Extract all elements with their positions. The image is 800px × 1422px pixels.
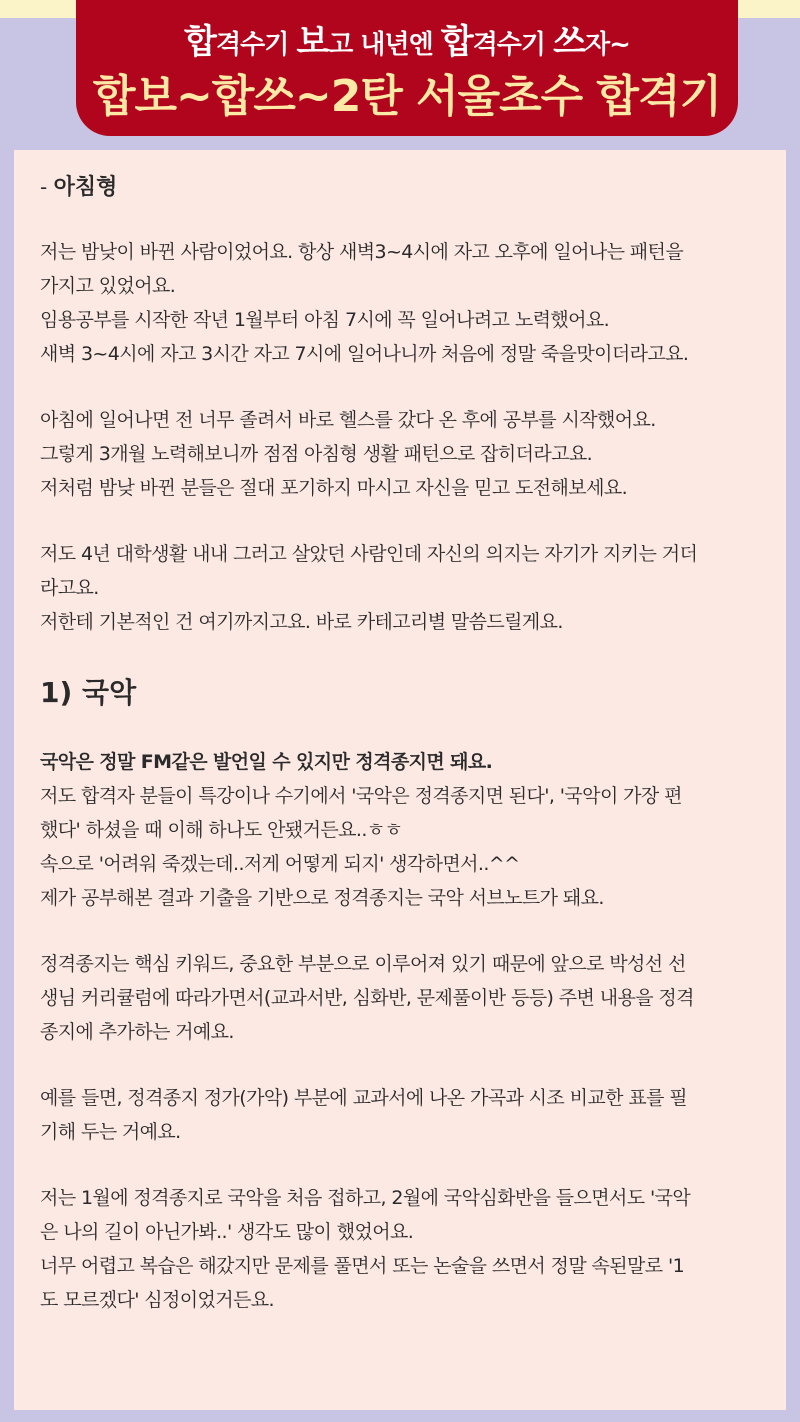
- paragraph: [40, 1081, 760, 1149]
- text-line: 그렇게 3개월 노력해보니까 점점 아침형 생활 패턴으로 잡히더라고요.: [40, 443, 593, 465]
- banner-subtitle-part: 고 내년엔: [328, 30, 441, 60]
- banner-title: 합보~합쓰~2탄 서울초수 합격기: [92, 71, 722, 122]
- paragraph: [40, 1181, 760, 1317]
- text-line: 예를 들면, 정격종지 정가(가악) 부분에 교과서에 나온 가곡과 시조 비교한 표를 필: [40, 1087, 688, 1109]
- banner-subtitle-part: 합: [440, 22, 473, 62]
- paragraph: [40, 947, 760, 1049]
- text-line: 제가 공부해본 결과 기출을 기반으로 정격종지는 국악 서브노트가 돼요.: [40, 887, 604, 909]
- banner-subtitle-part: 보: [296, 22, 329, 62]
- text-line: 기해 두는 거예요.: [40, 1121, 181, 1143]
- text-line: 종지에 추가하는 거예요.: [40, 1021, 234, 1043]
- paragraph: [40, 403, 760, 505]
- paragraph: [40, 745, 760, 915]
- text-line: 저는 1월에 정격종지로 국악을 처음 접하고, 2월에 국악심화반을 들으면서도 '국악: [40, 1187, 691, 1209]
- paragraph: [40, 537, 760, 639]
- heading-dash: -: [40, 175, 54, 199]
- banner-subtitle-part: 합: [184, 22, 216, 62]
- text-line: 저는 밤낮이 바뀐 사람이었어요. 항상 새벽3~4시에 자고 오후에 일어나는 패턴을: [40, 241, 684, 263]
- text-line: 저도 합격자 분들이 특강이나 수기에서 '국악은 정격종지면 된다', '국악이 가장 편: [40, 785, 682, 807]
- text-line: 속으로 '어려워 죽겠는데..저게 어떻게 되지' 생각하면서..^^: [40, 853, 520, 875]
- text-line: 저도 4년 대학생활 내내 그러고 살았던 사람인데 자신의 의지는 자기가 지키는 거더: [40, 543, 698, 565]
- section-title: 1) 국악: [40, 676, 137, 709]
- text-line: 아침에 일어나면 전 너무 졸려서 바로 헬스를 갔다 온 후에 공부를 시작했어요.: [40, 409, 656, 431]
- text-line: 은 나의 길이 아닌가봐..' 생각도 많이 했었어요.: [40, 1221, 414, 1243]
- banner-subtitle-part: 격수기: [215, 30, 297, 60]
- paragraph: [40, 235, 760, 371]
- text-line: 라고요.: [40, 577, 99, 599]
- banner-subtitle-part: 쓰: [553, 22, 585, 62]
- topic-heading: [40, 170, 760, 201]
- text-line: 저한테 기본적인 건 여기까지고요. 바로 카테고리별 말씀드릴게요.: [40, 611, 563, 633]
- lead-sentence: 국악은 정말 FM같은 발언일 수 있지만 정격종지면 돼요.: [40, 751, 493, 773]
- text-line: 저처럼 밤낮 바뀐 분들은 절대 포기하지 마시고 자신을 믿고 도전해보세요.: [40, 477, 628, 499]
- heading-text: 아침형: [53, 175, 118, 200]
- text-line: 새벽 3~4시에 자고 3시간 자고 7시에 일어나니까 처음에 정말 죽을맛이더라고요.: [40, 343, 689, 365]
- title-banner: [76, 0, 738, 136]
- text-line: 정격종지는 핵심 키워드, 중요한 부분으로 이루어져 있기 때문에 앞으로 박성선 선: [40, 953, 686, 975]
- banner-subtitle: [76, 14, 738, 63]
- text-line: 임용공부를 시작한 작년 1월부터 아침 7시에 꼭 일어나려고 노력했어요.: [40, 309, 610, 331]
- article-content: [14, 150, 786, 1410]
- text-line: 했다' 하셨을 때 이해 하나도 안됐거든요..ㅎㅎ: [40, 819, 403, 841]
- text-line: 가지고 있었어요.: [40, 275, 176, 297]
- text-line: 너무 어렵고 복습은 해갔지만 문제를 풀면서 또는 논술을 쓰면서 정말 속된말로 '1: [40, 1255, 685, 1277]
- banner-subtitle-part: 자~: [584, 30, 630, 60]
- text-line: 도 모르겠다' 심정이었거든요.: [40, 1289, 274, 1311]
- text-line: 생님 커리큘럼에 따라가면서(교과서반, 심화반, 문제풀이반 등등) 주변 내용을 정격: [40, 987, 694, 1009]
- banner-subtitle-part: 격수기: [472, 30, 554, 60]
